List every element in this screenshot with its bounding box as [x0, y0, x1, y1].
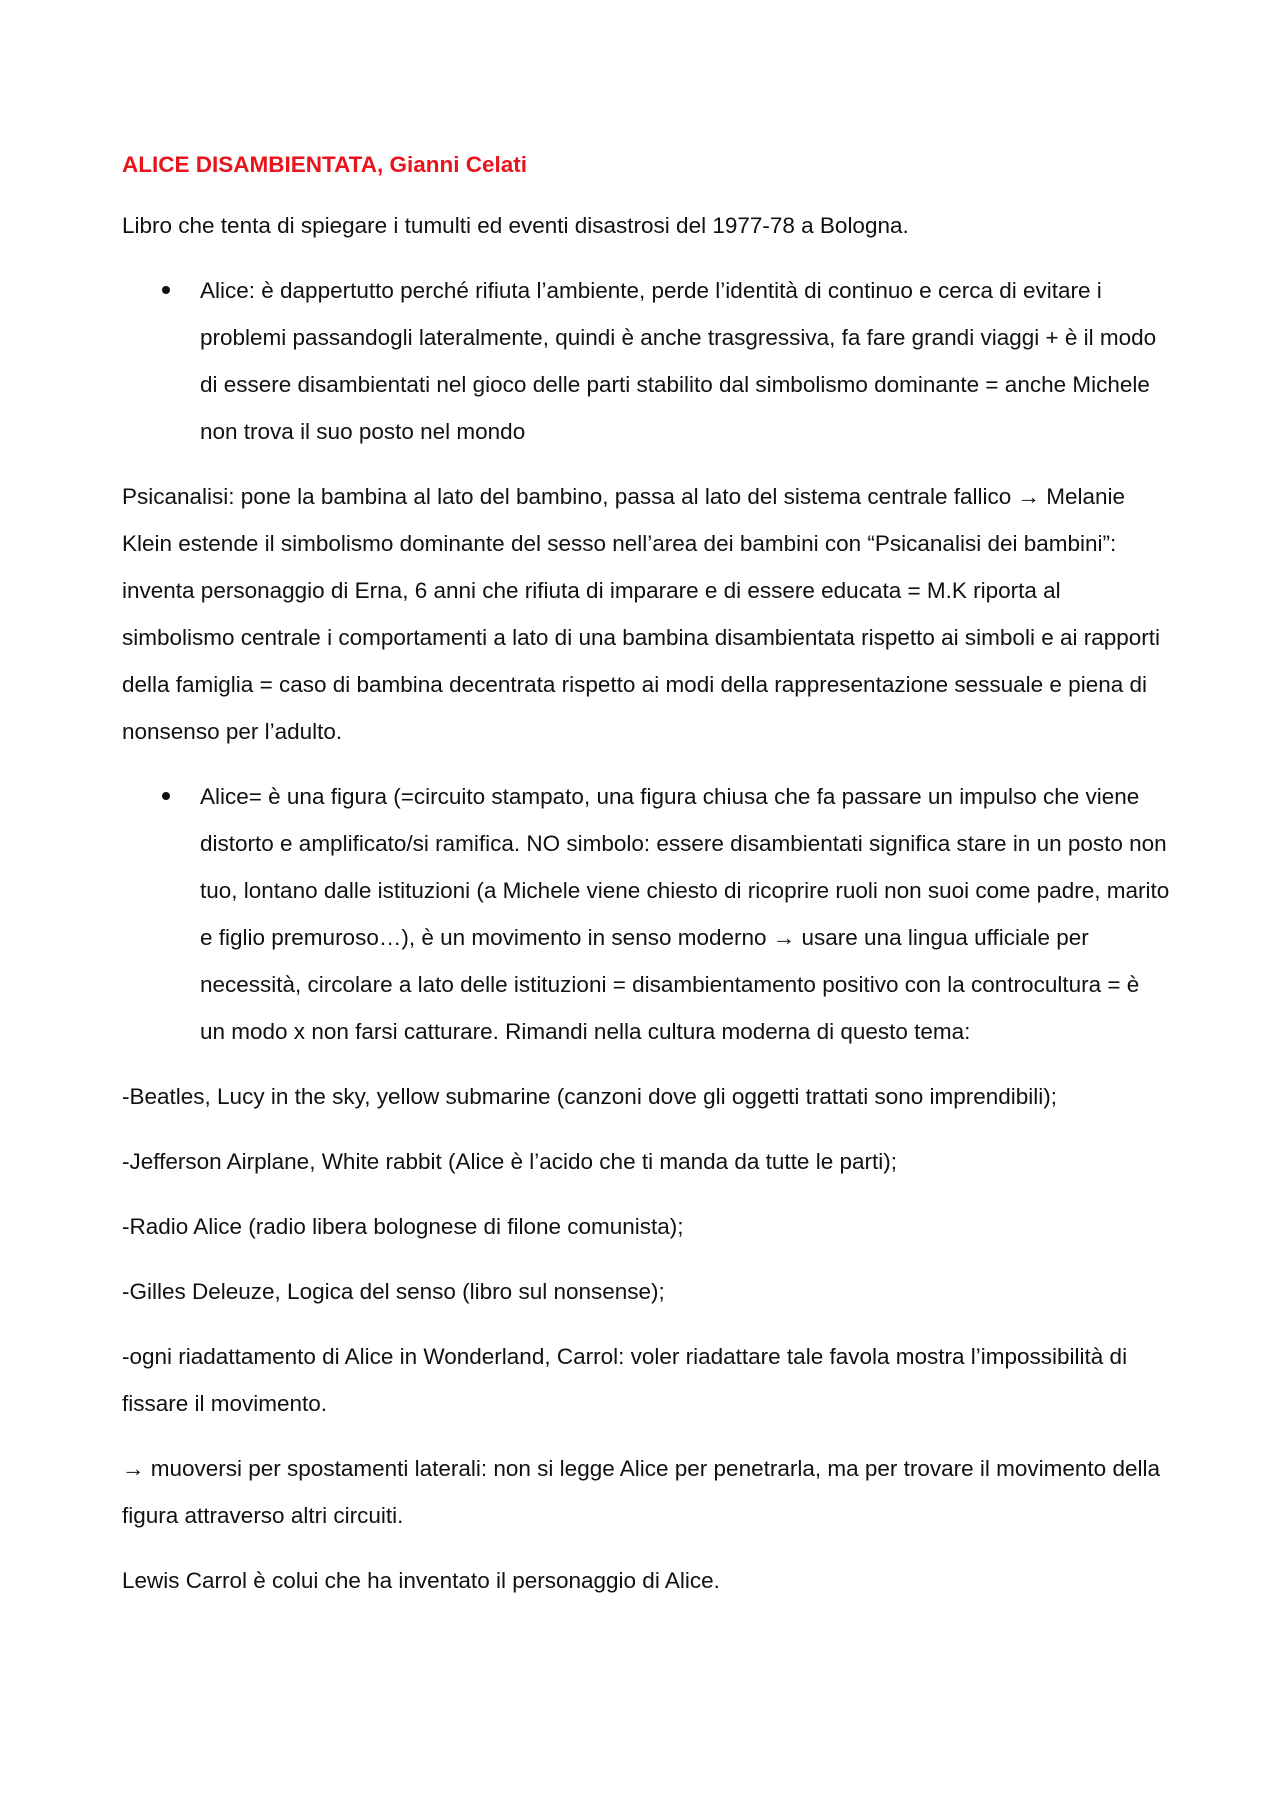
list-item-jefferson: -Jefferson Airplane, White rabbit (Alice è l’acido che ti manda da tutte le parti); — [122, 1149, 897, 1174]
bullet-icon — [162, 286, 170, 294]
document-title: ALICE DISAMBIENTATA, Gianni Celati — [122, 152, 528, 177]
bullet-list-alice — [122, 267, 1170, 455]
list-item-riadattamento: -ogni riadattamento di Alice in Wonderland, Carrol: voler riadattare tale favola mostra l’impossibilità di fissare il movimento. — [122, 1344, 1128, 1416]
psicanalisi-paragraph: Psicanalisi: pone la bambina al lato del bambino, passa al lato del sistema centrale fallico → Melanie Klein estende il simbolismo dominante del sesso nell’area dei bambini con “Psicanalisi dei bambini”: inventa personaggio di Erna, 6 anni che rifiuta di imparare e di essere educata = M.K riporta al simbolismo centrale i comportamenti a lato di una bambina disambientata rispetto ai simboli e ai rapporti della famiglia = caso di bambina decentrata rispetto ai modi della rappresentazione sessuale e piena di nonsenso per l’adulto. — [122, 484, 1161, 744]
list-item-radio-alice: -Radio Alice (radio libera bolognese di filone comunista); — [122, 1214, 684, 1239]
list-item-deleuze: -Gilles Deleuze, Logica del senso (libro sul nonsense); — [122, 1279, 665, 1304]
list-item-beatles: -Beatles, Lucy in the sky, yellow submarine (canzoni dove gli oggetti trattati sono imprendibili); — [122, 1084, 1058, 1109]
bullet-item-alice-disambientata — [200, 267, 1170, 455]
bullet-list-figura — [122, 773, 1170, 1055]
intro-paragraph: Libro che tenta di spiegare i tumulti ed eventi disastrosi del 1977-78 a Bologna. — [122, 213, 909, 238]
bullet-text: Alice= è una figura (=circuito stampato, una figura chiusa che fa passare un impulso che viene distorto e amplificato/si ramifica. NO simbolo: essere disambientati significa stare in un posto non tuo, lontano dalle istituzioni (a Michele viene chiesto di ricoprire ruoli non suoi come padre, marito e figlio premuroso…), è un movimento in senso moderno → usare una lingua ufficiale per necessità, circolare a lato delle istituzioni = disambientamento positivo con la controcultura = è un modo x non farsi catturare. Rimandi nella cultura moderna di questo tema: — [200, 784, 1170, 1044]
bullet-item-alice-figura — [200, 773, 1170, 1055]
muoversi-paragraph: → muoversi per spostamenti laterali: non si legge Alice per penetrarla, ma per trovare il movimento della figura attraverso altri circuiti. — [122, 1456, 1160, 1528]
carrol-paragraph: Lewis Carrol è colui che ha inventato il personaggio di Alice. — [122, 1568, 720, 1593]
bullet-icon — [162, 792, 170, 800]
bullet-text: Alice: è dappertutto perché rifiuta l’ambiente, perde l’identità di continuo e cerca di evitare i problemi passandogli lateralmente, quindi è anche trasgressiva, fa fare grandi viaggi + è il modo di essere disambientati nel gioco delle parti stabilito dal simbolismo dominante = anche Michele non trova il suo posto nel mondo — [200, 278, 1157, 444]
